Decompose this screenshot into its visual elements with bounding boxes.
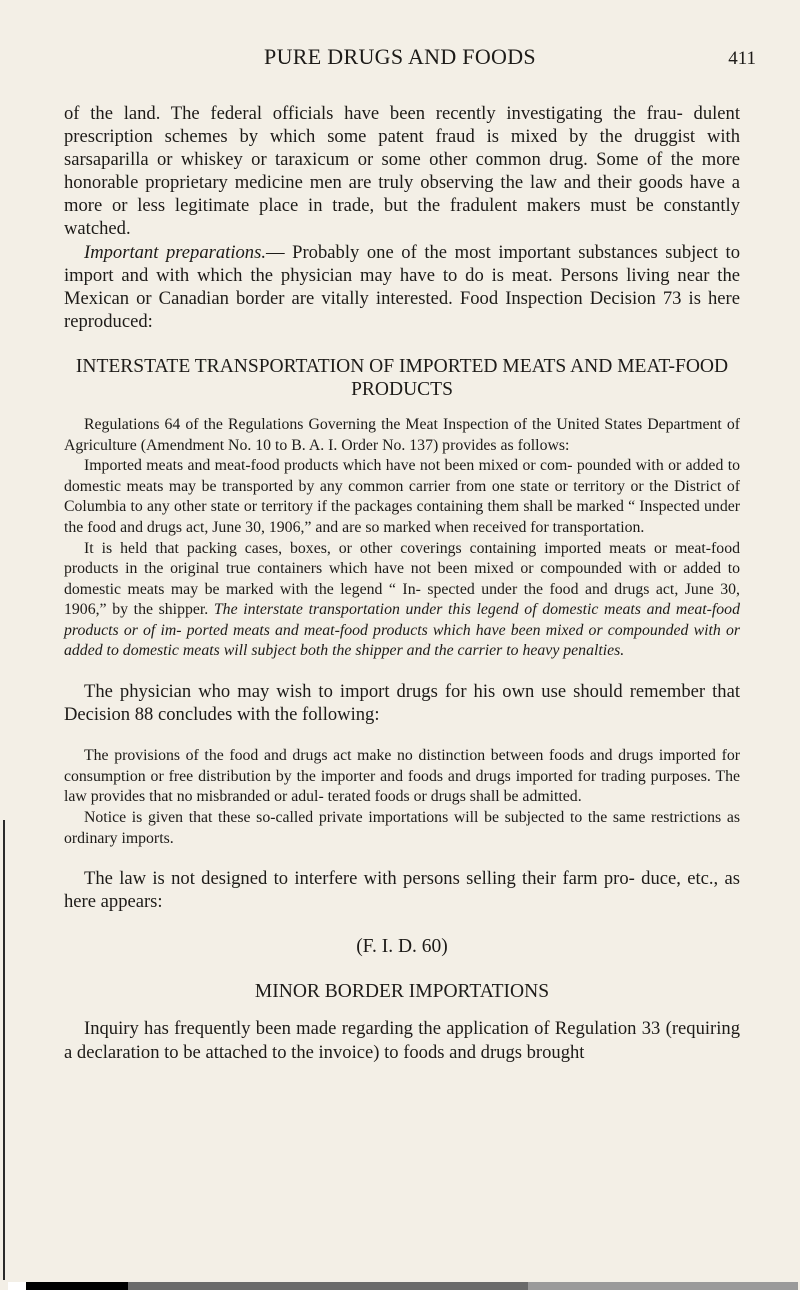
section-heading-interstate: INTERSTATE TRANSPORTATION OF IMPORTED MEATS AND MEAT-FOOD PRODUCTS: [75, 355, 729, 400]
running-title: PURE DRUGS AND FOODS: [264, 44, 536, 69]
page-header: [0, 44, 800, 74]
decision-reference: (F. I. D. 60): [356, 936, 448, 958]
page-number: 411: [728, 48, 756, 69]
scan-bottom-edge: [8, 1282, 798, 1290]
paragraph-farm-produce: The law is not designed to interfere with persons selling their farm pro- duce, etc., as here appears:: [64, 868, 740, 913]
page-body: [64, 102, 740, 1064]
quote-regulation-64: Regulations 64 of the Regulations Governing the Meat Inspection of the United States Department of Agriculture (Amendment No. 10 to B. A. I. Order No. 137) provides as follows:: [64, 415, 740, 454]
quote-inquiry: Inquiry has frequently been made regarding the application of Regulation 33 (requiring a declaration to be attached to the invoice) to foods and drugs brought: [64, 1018, 740, 1063]
quote-packing-cases: [64, 539, 740, 663]
quote-imported-meats: Imported meats and meat-food products which have not been mixed or com- pounded with or added to domestic meats may be transported by any common carrier from one state or territory or the District of Columbia to any other state or territory if the packages containing them shall be marked “ Inspected under the food and drugs act, June 30, 1906,” and are so marked when received for transportation.: [64, 457, 740, 536]
quote-provisions: The provisions of the food and drugs act make no distinction between foods and drugs imported for consumption or free distribution by the importer and foods and drugs imported for trading purposes. The law provides that no misbranded or adul- terated foods or drugs shall be admitted.: [64, 747, 740, 806]
scan-edge-line: [3, 820, 5, 1280]
paragraph-fraud: of the land. The federal officials have been recently investigating the frau- dulent prescription schemes by which some patent fraud is mixed by the druggist with sarsaparilla or whiskey or taraxicum or some other common drug. Some of the more honorable proprietary medicine men are truly observing the law and their goods have a more or less legitimate place in trade, but the fradulent makers must be constantly watched.: [64, 103, 740, 240]
run-in-heading: Important preparations.: [84, 241, 266, 263]
quote-italic-warning: The interstate transportation under this legend of domestic meats and meat-food products or of im- ported meats and meat-food products which have been mixed or compounded with or added to domestic meats will subject both the shipper and the carrier to heavy penalties.: [64, 601, 740, 660]
paragraph-decision-88: The physician who may wish to import drugs for his own use should remember that Decision 88 concludes with the following:: [64, 681, 740, 726]
section-heading-minor-border: MINOR BORDER IMPORTATIONS: [254, 981, 550, 1003]
paragraph-important-preparations: [64, 241, 740, 333]
quote-notice: Notice is given that these so-called private importations will be subjected to the same restrictions as ordinary imports.: [64, 809, 740, 847]
paragraph-text: — Probably one of the most important substances subject to import and with which the physician may have to do is meat. Persons living near the Mexican or Canadian border are vitally interested. Food Inspection Decision 73 is here reproduced:: [64, 241, 740, 332]
quote-text: It is held that packing cases, boxes, or other coverings containing imported meats or meat-food products in the original true containers which have not been mixed or compounded with or added to domestic meats may be marked with the legend “ In- spected under the food and drugs act, June 30, 1906,” by the shipper.: [64, 539, 740, 619]
